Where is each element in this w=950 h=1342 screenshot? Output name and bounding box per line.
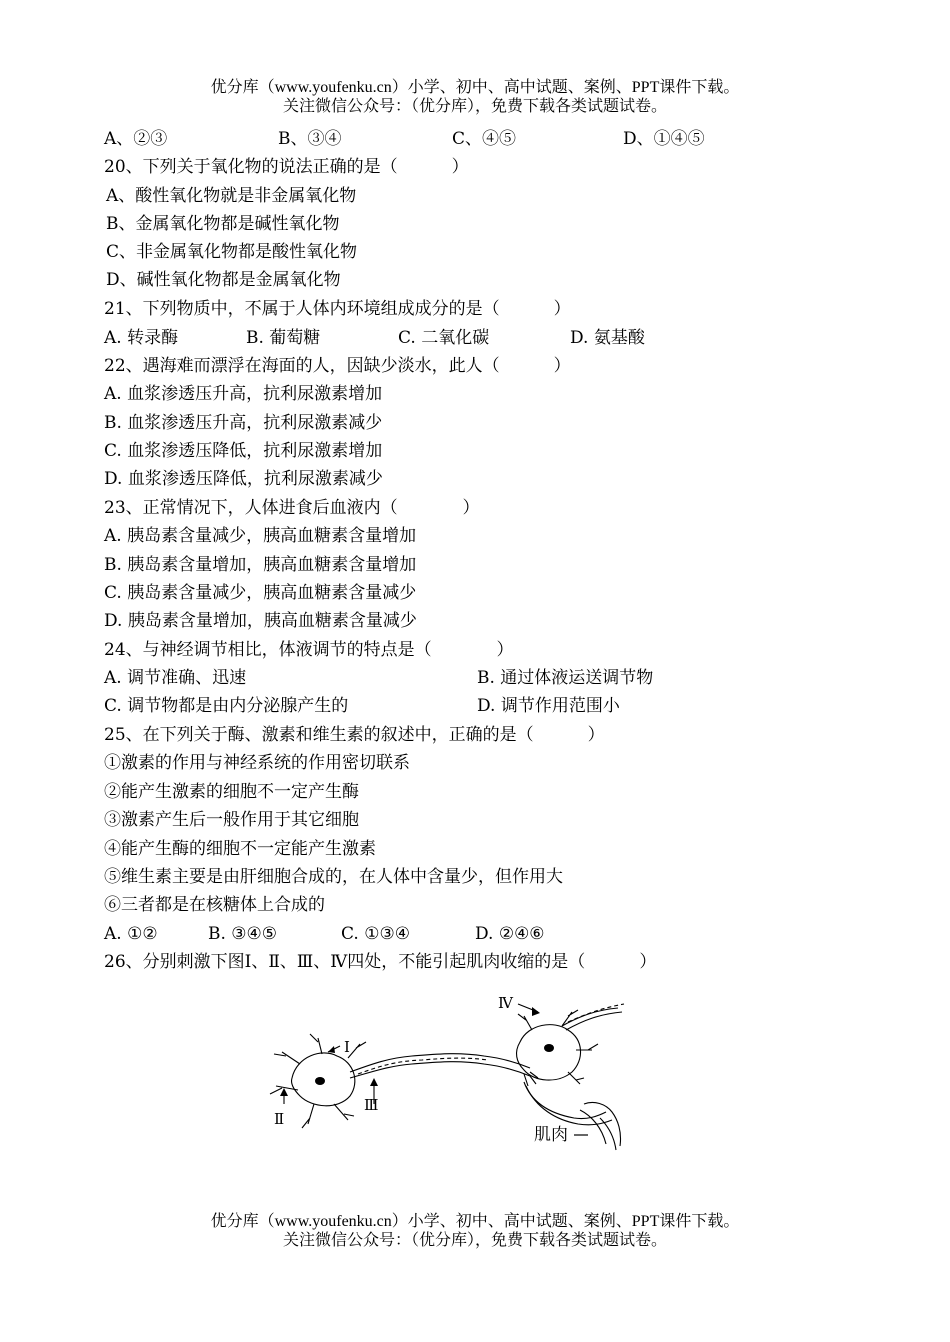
q19-option-b: B、③④	[278, 129, 342, 149]
muscle-shape	[580, 1102, 621, 1150]
q21-option-d: D. 氨基酸	[570, 328, 645, 348]
q23-option-d: D. 胰岛素含量增加，胰高血糖素含量减少	[104, 611, 417, 631]
footer-line-2: 关注微信公众号：（优分库），免费下载各类试题试卷。	[282, 1232, 667, 1249]
q23-option-a: A. 胰岛素含量减少，胰高血糖素含量增加	[104, 526, 417, 546]
q24-stem: 24、与神经调节相比，体液调节的特点是（ ）	[104, 640, 514, 660]
label-I: Ⅰ	[344, 1040, 350, 1056]
q22-option-d: D. 血浆渗透压降低，抗利尿激素减少	[104, 469, 383, 489]
q25-item-1: ①激素的作用与神经系统的作用密切联系	[104, 753, 410, 773]
label-IV: Ⅳ	[498, 996, 513, 1012]
q23-stem: 23、正常情况下，人体进食后血液内（ ）	[104, 498, 480, 518]
q25-option-b: B. ③④⑤	[208, 924, 278, 944]
label-III: Ⅲ	[364, 1098, 379, 1114]
label-II: Ⅱ	[274, 1112, 285, 1128]
q21-option-b: B. 葡萄糖	[246, 328, 321, 348]
q25-item-6: ⑥三者都是在核糖体上合成的	[104, 895, 325, 915]
q26-stem: 26、分别刺激下图Ⅰ、Ⅱ、Ⅲ、Ⅳ四处，不能引起肌肉收缩的是（ ）	[104, 952, 657, 972]
header-line-1: 优分库（www.youfenku.cn）小学、初中、高中试题、案例、PPT课件下载。	[210, 79, 740, 96]
q25-option-a: A. ①②	[104, 924, 158, 944]
q22-option-a: A. 血浆渗透压升高，抗利尿激素增加	[104, 384, 383, 404]
q20-option-b: B、金属氧化物都是碱性氧化物	[106, 214, 340, 234]
q19-option-a: A、②③	[104, 129, 168, 149]
q21-option-a: A. 转录酶	[104, 328, 179, 348]
q24-option-b: B. 通过体液运送调节物	[477, 668, 654, 688]
q25-item-5: ⑤维生素主要是由肝细胞合成的，在人体中含量少，但作用大	[104, 867, 563, 887]
q20-option-d: D、碱性氧化物都是金属氧化物	[106, 270, 341, 290]
q20-stem: 20、下列关于氧化物的说法正确的是（ ）	[104, 157, 469, 177]
q24-option-a: A. 调节准确、迅速	[104, 668, 247, 688]
label-muscle: 肌肉	[534, 1125, 568, 1144]
q22-option-c: C. 血浆渗透压降低，抗利尿激素增加	[104, 441, 383, 461]
q20-option-c: C、非金属氧化物都是酸性氧化物	[106, 242, 358, 262]
q19-option-d: D、①④⑤	[623, 129, 705, 149]
q21-option-c: C. 二氧化碳	[398, 328, 490, 348]
q22-option-b: B. 血浆渗透压升高，抗利尿激素减少	[104, 413, 383, 433]
right-cell-body	[517, 1025, 581, 1080]
q24-option-c: C. 调节物都是由内分泌腺产生的	[104, 696, 349, 716]
q23-option-c: C. 胰岛素含量减少，胰高血糖素含量减少	[104, 583, 417, 603]
q20-option-a: A、酸性氧化物就是非金属氧化物	[106, 186, 357, 206]
q23-option-b: B. 胰岛素含量增加，胰高血糖素含量增加	[104, 555, 417, 575]
q19-option-c: C、④⑤	[452, 129, 517, 149]
header-line-2: 关注微信公众号：（优分库），免费下载各类试题试卷。	[282, 98, 667, 115]
footer-line-1: 优分库（www.youfenku.cn）小学、初中、高中试题、案例、PPT课件下载。	[210, 1213, 740, 1230]
q25-stem: 25、在下列关于酶、激素和维生素的叙述中，正确的是（ ）	[104, 725, 605, 745]
q22-stem: 22、遇海难而漂浮在海面的人，因缺少淡水，此人（ ）	[104, 356, 571, 376]
q25-item-2: ②能产生激素的细胞不一定产生酶	[104, 782, 359, 802]
q21-stem: 21、下列物质中，不属于人体内环境组成成分的是（ ）	[104, 299, 571, 319]
q24-option-d: D. 调节作用范围小	[477, 696, 620, 716]
neuron-figure	[262, 986, 642, 1156]
q25-item-4: ④能产生酶的细胞不一定能产生激素	[104, 839, 376, 859]
q25-option-d: D. ②④⑥	[475, 924, 545, 944]
q25-option-c: C. ①③④	[341, 924, 410, 944]
q25-item-3: ③激素产生后一般作用于其它细胞	[104, 810, 359, 830]
